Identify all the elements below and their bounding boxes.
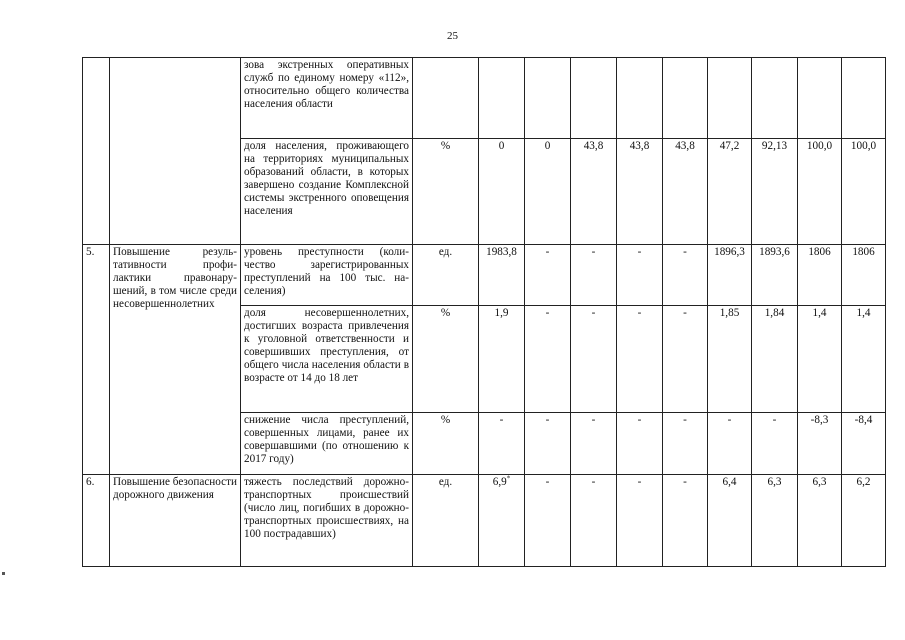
value-cell: - [617, 245, 663, 306]
value-cell: 92,13 [752, 139, 798, 245]
value-cell: 1,4 [842, 306, 886, 413]
value-cell: - [617, 475, 663, 567]
value-cell [708, 58, 752, 139]
value-cell: 1,84 [752, 306, 798, 413]
value-cell: - [571, 245, 617, 306]
value-cell: - [617, 306, 663, 413]
value-cell: 100,0 [798, 139, 842, 245]
value-cell: -8,3 [798, 413, 842, 475]
value-cell: 0 [525, 139, 571, 245]
value-cell: 6,2 [842, 475, 886, 567]
scan-speck [2, 572, 5, 575]
unit-cell: % [413, 306, 479, 413]
value-cell: - [663, 306, 708, 413]
value-cell: 1896,3 [708, 245, 752, 306]
task-name: Повышение безопасности дорожного движения [110, 475, 241, 567]
value-cell [571, 58, 617, 139]
value-cell: - [663, 475, 708, 567]
value-cell [842, 58, 886, 139]
value-cell: 1,9 [479, 306, 525, 413]
row-number [83, 58, 110, 245]
indicator-text: снижение числа преступлений, совершенных лицами, ранее их совершавшими (по отношению к 2017 году) [241, 413, 413, 475]
indicator-text: доля населения, проживающего на территориях муниципальных образований области, в которых завершено создание Комплексной системы экстренного оповещения населения [241, 139, 413, 245]
value-cell: 1806 [842, 245, 886, 306]
value-cell: 6,3 [752, 475, 798, 567]
value-cell: - [525, 245, 571, 306]
page-number: 25 [447, 30, 458, 42]
unit-cell: ед. [413, 475, 479, 567]
value-cell: 43,8 [571, 139, 617, 245]
row-number: 6. [83, 475, 110, 567]
value-cell: - [571, 475, 617, 567]
value-cell: - [708, 413, 752, 475]
value-text: 6,9 [492, 476, 507, 488]
table-row [83, 475, 886, 567]
value-cell: - [663, 413, 708, 475]
value-cell: - [525, 475, 571, 567]
indicators-table [82, 57, 886, 567]
indicator-text: доля несовершеннолетних, достигших возраста привлечения к уголовной ответственности и совершивших преступления, от общего числа населения области в возрасте от 14 до 18 лет [241, 306, 413, 413]
value-cell: 0 [479, 139, 525, 245]
value-cell: 1806 [798, 245, 842, 306]
value-cell: -8,4 [842, 413, 886, 475]
value-cell: - [525, 306, 571, 413]
footnote-mark: * [506, 474, 511, 483]
value-cell [617, 58, 663, 139]
value-cell [479, 475, 525, 567]
unit-cell: ед. [413, 245, 479, 306]
unit-cell [413, 58, 479, 139]
value-cell: 1983,8 [479, 245, 525, 306]
value-cell: 100,0 [842, 139, 886, 245]
value-cell [525, 58, 571, 139]
indicator-text: уровень преступности (количество зарегистрированных преступлений на 100 тыс. населения) [241, 245, 413, 306]
unit-cell: % [413, 139, 479, 245]
value-cell: 1,85 [708, 306, 752, 413]
unit-cell: % [413, 413, 479, 475]
value-cell: 43,8 [663, 139, 708, 245]
task-name [110, 58, 241, 245]
row-number: 5. [83, 245, 110, 475]
value-cell: 47,2 [708, 139, 752, 245]
table-row [83, 245, 886, 306]
value-cell: 6,3 [798, 475, 842, 567]
value-cell: - [617, 413, 663, 475]
value-cell: - [663, 245, 708, 306]
indicator-text: зова экстренных оперативных служб по единому номеру «112», относительно общего количества населения области [241, 58, 413, 139]
value-cell: - [752, 413, 798, 475]
value-cell [479, 58, 525, 139]
value-cell: - [479, 413, 525, 475]
indicator-text: тяжесть последствий дорожно-транспортных происшествий (число лиц, погибших в дорожно-транспортных происшествиях, на 100 пострадавших) [241, 475, 413, 567]
value-cell [798, 58, 842, 139]
value-cell [752, 58, 798, 139]
value-cell: 6,4 [708, 475, 752, 567]
value-cell: - [525, 413, 571, 475]
value-cell: - [571, 413, 617, 475]
value-cell: 1893,6 [752, 245, 798, 306]
value-cell: 1,4 [798, 306, 842, 413]
value-cell: - [571, 306, 617, 413]
task-name: Повышение результативности профилактики правонарушений, в том числе среди несовершеннолетних [110, 245, 241, 475]
table-row [83, 58, 886, 139]
value-cell [663, 58, 708, 139]
value-cell: 43,8 [617, 139, 663, 245]
